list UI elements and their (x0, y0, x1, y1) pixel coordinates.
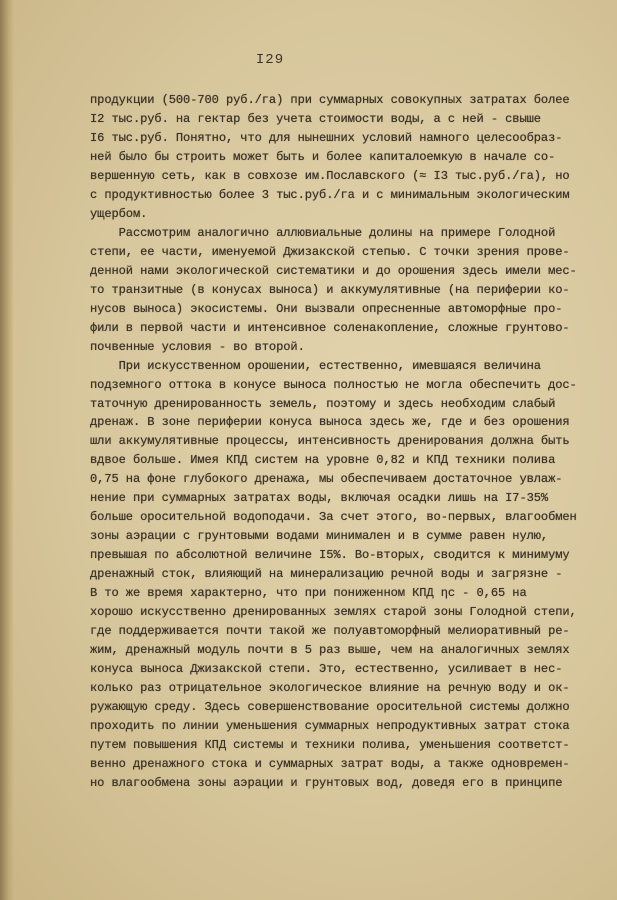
text-line: дренаж. В зоне периферии конуса выноса здесь же, где и без орошения (90, 415, 570, 430)
text-line: дренажный сток, влияющий на минерализацию речной воды и загрязне - (90, 567, 563, 582)
text-line: денной нами экологической систематики и до орошения здесь имели мес- (90, 263, 577, 278)
text-line: фили в первой части и интенсивное соленакопление, сложные грунтово- (90, 320, 570, 335)
text-line: конуса выноса Джизакской степи. Это, естественно, усиливает в нес- (90, 662, 563, 677)
text-line: превышая по абсолютной величине I5%. Во-вторых, сводится к минимуму (90, 548, 570, 563)
text-line: вдвое больше. Имея КПД систем на уровне 0,82 и КПД техники полива (90, 453, 556, 468)
text-line: почвенные условия - во второй. (90, 339, 305, 354)
text-line: венно дренажного стока и суммарных затрат воды, а также одновремен- (90, 756, 570, 771)
text-line: нусов выноса) экосистемы. Они вызвали опресненные автоморфные про- (90, 301, 563, 316)
text-line: продукции (500-700 руб./га) при суммарных совокупных затратах более (90, 93, 570, 107)
text-line: зоны аэрации с грунтовыми водами минимален и в сумме равен нулю, (90, 529, 549, 544)
page-binding-edge (0, 0, 14, 900)
body-text (90, 91, 590, 793)
text-line: подземного оттока в конусе выноса полностью не могла обеспечить дос- (90, 377, 577, 392)
text-line: В то же время характерно, что при пониженном КПД ηс - 0,65 на (90, 586, 527, 601)
text-line: таточную дренированность земель, поэтому и здесь необходим слабый (90, 396, 556, 411)
text-line: шли аккумулятивные процессы, интенсивность дренирования должна быть (90, 434, 570, 449)
text-line: хорошо искусственно дренированных землях старой зоны Голодной степи, (90, 605, 577, 620)
text-line: Рассмотрим аналогично аллювиальные долины на примере Голодной (90, 225, 556, 240)
text-line: вершенную сеть, как в совхозе им.Пославского (≈ I3 тыс.руб./га), но (90, 168, 570, 183)
text-line: больше оросительной водоподачи. За счет этого, во-первых, влагообмен (90, 510, 577, 525)
text-line: I6 тыс.руб. Понятно, что для нынешних условий намного целесообраз- (90, 130, 563, 145)
text-line: ружающую среду. Здесь совершенствование оросительной системы должно (90, 700, 570, 714)
text-line: ущербом. (90, 206, 148, 221)
text-line: I2 тыс.руб. на гектар без учета стоимости воды, а с ней - свыше (90, 111, 541, 126)
text-line: жим, дренажный модуль почти в 5 раз выше, чем на аналогичных землях (90, 643, 570, 658)
text-line: то транзитные (в конусах выноса) и аккумулятивные (на периферии ко- (90, 282, 570, 297)
text-line: колько раз отрицательное экологическое влияние на речную воду и ок- (90, 681, 570, 696)
text-line: нение при суммарных затратах воды, включая осадки лишь на I7-35% (90, 491, 549, 506)
text-line: проходить по линии уменьшения суммарных непродуктивных затрат стока (90, 718, 570, 733)
text-line: путем повышения КПД системы и техники полива, уменьшения соответст- (90, 737, 570, 752)
page-number: I29 (255, 52, 285, 68)
text-line: 0,75 на фоне глубокого дренажа, мы обеспечиваем достаточное увлаж- (90, 472, 563, 487)
text-line: При искусственном орошении, естественно, имевшаяся величина (90, 358, 541, 373)
text-line: степи, ее части, именуемой Джизакской степью. С точки зрения прове- (90, 244, 570, 259)
text-line: ней было бы строить может быть и более капиталоемкую в начале со- (90, 149, 556, 164)
text-line: где поддерживается почти такой же полуавтоморфный мелиоративный ре- (90, 624, 570, 639)
text-line: с продуктивностью более 3 тыс.руб./га и с минимальным экологическим (90, 187, 570, 202)
text-line: но влагообмена зоны аэрации и грунтовых вод, доведя его в принципе (90, 775, 563, 790)
